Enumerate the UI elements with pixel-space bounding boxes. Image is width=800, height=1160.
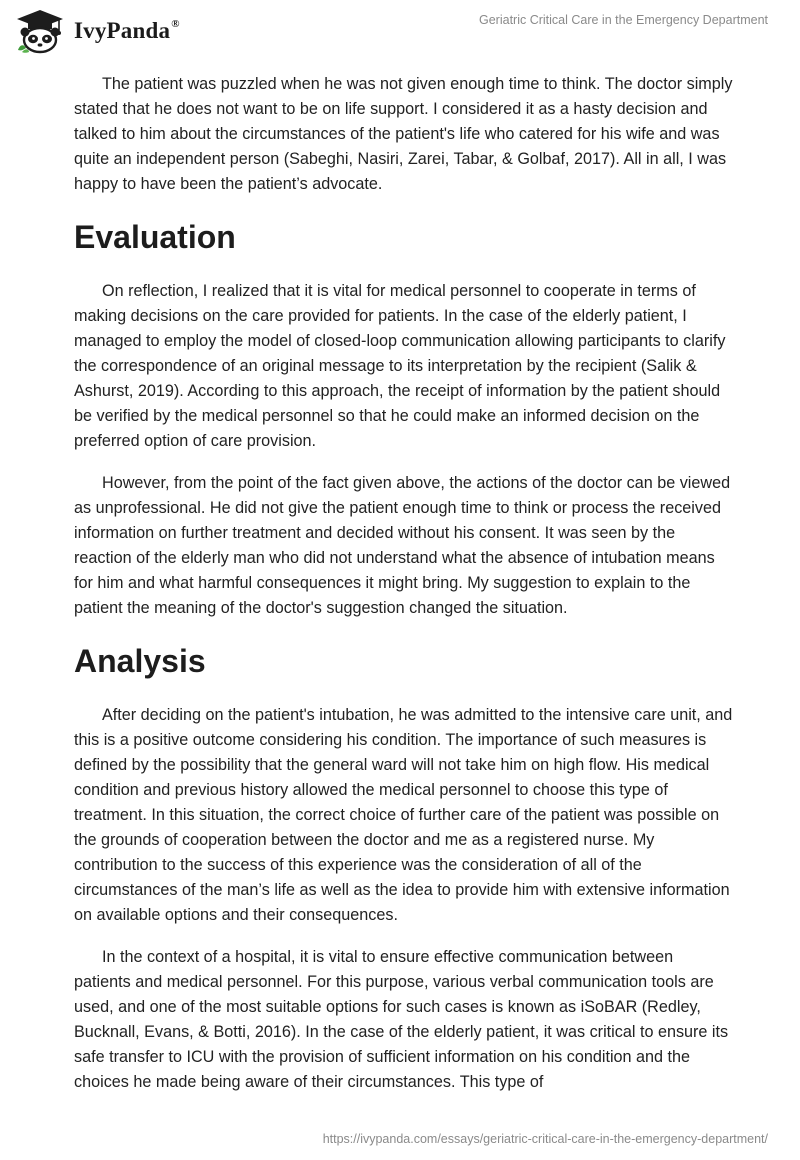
document-title: Geriatric Critical Care in the Emergency Department — [479, 13, 768, 27]
logo-text: IvyPanda — [74, 18, 171, 43]
evaluation-paragraph-2: However, from the point of the fact given above, the actions of the doctor can be viewed as unprofessional. He did not give the patient enough time to think or process the received information on further treatment and decided without his consent. It was seen by the reaction of the elderly man who did not understand what the absence of intubation means for him and what harmful consequences it might bring. My suggestion to explain to the patient the meaning of the doctor's suggestion changed the situation. — [74, 474, 731, 617]
logo[interactable] — [14, 8, 180, 54]
section-heading-evaluation: Evaluation — [74, 219, 236, 255]
panda-graduate-icon — [14, 8, 66, 54]
registered-mark: ® — [171, 18, 180, 31]
page-header — [0, 0, 800, 62]
analysis-paragraph-2: In the context of a hospital, it is vital to ensure effective communication between patients and medical personnel. For this purpose, various verbal communication tools are used, and one of the most suitable options for such cases is known as iSoBAR (Redley, Bucknall, Evans, & Botti, 2016). In the case of the elderly patient, it was critical to ensure its safe transfer to ICU with the provision of sufficient information on his condition and the choices he made being aware of their circumstances. This type of — [74, 948, 729, 1091]
source-url[interactable]: https://ivypanda.com/essays/geriatric-critical-care-in-the-emergency-department/ — [322, 1132, 768, 1146]
essay-body — [74, 72, 734, 1112]
intro-paragraph: The patient was puzzled when he was not given enough time to think. The doctor simply stated that he does not want to be on life support. I considered it as a hasty decision and talked to him about the circumstances of the patient's life who catered for his wife and was quite an independent person (Sabeghi, Nasiri, Zarei, Tabar, & Golbaf, 2017). All in all, I was happy to have been the patient’s advocate. — [74, 75, 733, 193]
logo-wordmark — [74, 18, 180, 44]
evaluation-paragraph-1: On reflection, I realized that it is vital for medical personnel to cooperate in terms of making decisions on the care provided for patients. In the case of the elderly patient, I managed to employ the model of closed-loop communication allowing participants to clarify the correspondence of an original message to its interpretation by the recipient (Salik & Ashurst, 2019). According to this approach, the receipt of information by the patient should be verified by the medical personnel so that he could make an informed decision on the preferred option of care provision. — [74, 282, 726, 450]
section-heading-analysis: Analysis — [74, 643, 206, 679]
analysis-paragraph-1: After deciding on the patient's intubation, he was admitted to the intensive care unit, and this is a positive outcome considering his condition. The importance of such measures is defined by the possibility that the general ward will not take him on high flow. His medical condition and previous history allowed the medical personnel to choose this type of treatment. In this situation, the correct choice of further care of the patient was possible on the grounds of cooperation between the doctor and me as a registered nurse. My contribution to the success of this experience was the consideration of all of the circumstances of the man’s life as well as the idea to provide him with extensive information on available options and their consequences. — [74, 706, 733, 924]
